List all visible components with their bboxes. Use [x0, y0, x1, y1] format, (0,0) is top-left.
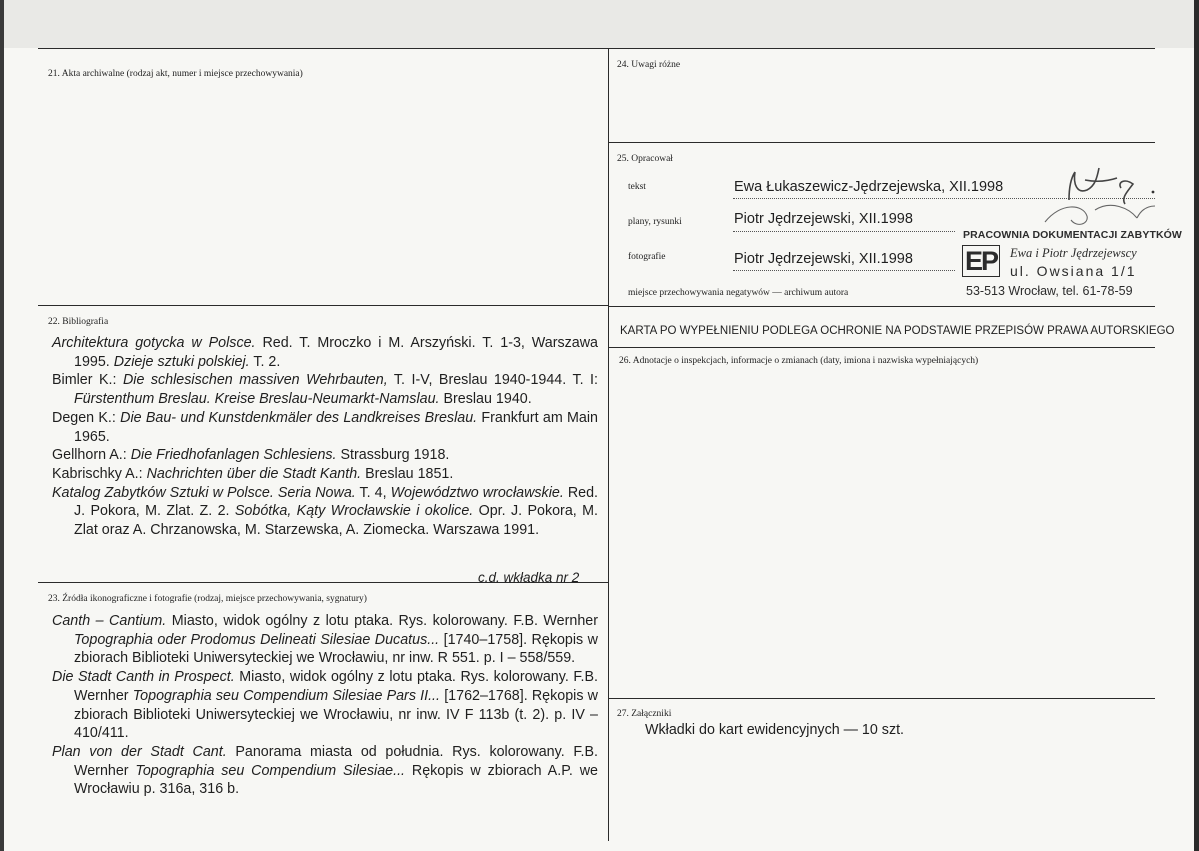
- row-label-photos: fotografie: [628, 252, 666, 262]
- section-25-label: 25. Opracował: [617, 154, 673, 164]
- stamp-title: PRACOWNIA DOKUMENTACJI ZABYTKÓW: [963, 229, 1182, 241]
- section-23-label: 23. Źródła ikonograficzne i fotografie (rodzaj, miejsce przechowywania, sygnatury): [48, 594, 367, 604]
- row-label-drawings: plany, rysunki: [628, 217, 682, 227]
- iconography-entry: Plan von der Stadt Cant. Panorama miasta od południa. Rys. kolorowany. F.B. Wernher Topographia seu Compendium Silesiae... Rękopis w zbiorach A.P. we Wrocławiu p. 316a, 316 b.: [52, 743, 598, 798]
- negatives-location: miejsce przechowywania negatywów — archiwum autora: [628, 288, 849, 298]
- section-24-label: 24. Uwagi różne: [617, 60, 681, 70]
- attachments-value: Wkładki do kart ewidencyjnych — 10 szt.: [645, 722, 905, 738]
- bibliography-entry: Bimler K.: Die schlesischen massiven Wehrbauten, T. I-V, Breslau 1940-1944. T. I: Fürstenthum Breslau. Kreise Breslau-Neumarkt-Namslau. Breslau 1940.: [52, 372, 598, 408]
- right-edge: [1194, 0, 1199, 851]
- section-22-label: 22. Bibliografia: [48, 317, 109, 327]
- divider-25-note: [608, 306, 1155, 307]
- divider-26-27: [608, 698, 1155, 699]
- continuation-note: c.d. wkładka nr 2: [478, 570, 580, 585]
- author-photos: Piotr Jędrzejewski, XII.1998: [734, 251, 913, 267]
- section-21-label: 21. Akta archiwalne (rodzaj akt, numer i miejsce przechowywania): [48, 69, 303, 79]
- bibliography-entry: Degen K.: Die Bau- und Kunstdenkmäler des Landkreises Breslau. Frankfurt am Main 1965.: [52, 409, 598, 445]
- bibliography-entry: Katalog Zabytków Sztuki w Polsce. Seria Nowa. T. 4, Województwo wrocławskie. Red. J. Pokora, M. Zlat. Z. 2. Sobótka, Kąty Wrocławskie i okolice. Opr. J. Pokora, M. Zlat oraz A. Chrzanowska, M. Starzewska, A. Ziomecka. Warszawa 1991.: [52, 484, 599, 539]
- dotted-line: [733, 270, 955, 271]
- signature-image: [1025, 160, 1160, 235]
- top-margin: [0, 0, 1199, 48]
- section-27-label: 27. Załączniki: [617, 709, 672, 719]
- iconography-entry: Die Stadt Canth in Prospect. Miasto, widok ogólny z lotu ptaka. Rys. kolorowany. F.B. Wernher Topographia seu Compendium Silesiae Pars II... [1762–1768]. Rękopis w zbiorach Biblioteki Uniwersyteckiej we Wrocławiu, nr inw. IV F 113b (t. 2). p. IV – 410/411.: [52, 669, 599, 742]
- top-border: [38, 48, 1155, 49]
- bibliography-list: [52, 334, 598, 540]
- dotted-line: [733, 231, 955, 232]
- divider-21-22: [38, 305, 608, 306]
- bibliography-entry: Architektura gotycka w Polsce. Red. T. Mroczko i M. Arszyński. T. 1-3, Warszawa 1995. Dzieje sztuki polskiej. T. 2.: [52, 335, 598, 370]
- stamp-names: Ewa i Piotr Jędrzejewscy: [1010, 246, 1137, 260]
- left-edge: [0, 0, 4, 851]
- stamp-street: ul. Owsiana 1/1: [1010, 263, 1137, 279]
- author-text: Ewa Łukaszewicz-Jędrzejewska, XII.1998: [734, 179, 1004, 195]
- divider-note-26: [608, 347, 1155, 348]
- divider-24-25: [608, 142, 1155, 143]
- bibliography-entry: Gellhorn A.: Die Friedhofanlagen Schlesiens. Strassburg 1918.: [52, 447, 450, 464]
- center-divider: [608, 48, 609, 841]
- author-drawings: Piotr Jędrzejewski, XII.1998: [734, 211, 913, 227]
- iconography-list: [52, 612, 598, 799]
- section-26-label: 26. Adnotacje o inspekcjach, informacje o zmianach (daty, imiona i nazwiska wypełniających): [619, 356, 979, 366]
- stamp-city: 53-513 Wrocław, tel. 61-78-59: [966, 284, 1133, 298]
- stamp-logo: EP: [962, 245, 1000, 277]
- row-label-text: tekst: [628, 182, 646, 192]
- copyright-note: KARTA PO WYPEŁNIENIU PODLEGA OCHRONIE NA PODSTAWIE PRZEPISÓW PRAWA AUTORSKIEGO: [620, 325, 1175, 337]
- bibliography-entry: Kabrischky A.: Nachrichten über die Stadt Kanth. Breslau 1851.: [52, 465, 454, 482]
- iconography-entry: Canth – Cantium. Miasto, widok ogólny z lotu ptaka. Rys. kolorowany. F.B. Wernher Topographia oder Prodomus Delineati Silesiae Ducatus... [1740–1758]. Rękopis w zbiorach Biblioteki Uniwersyteckiej we Wrocławiu, nr inw. R 551. p. I – 558/559.: [52, 613, 598, 667]
